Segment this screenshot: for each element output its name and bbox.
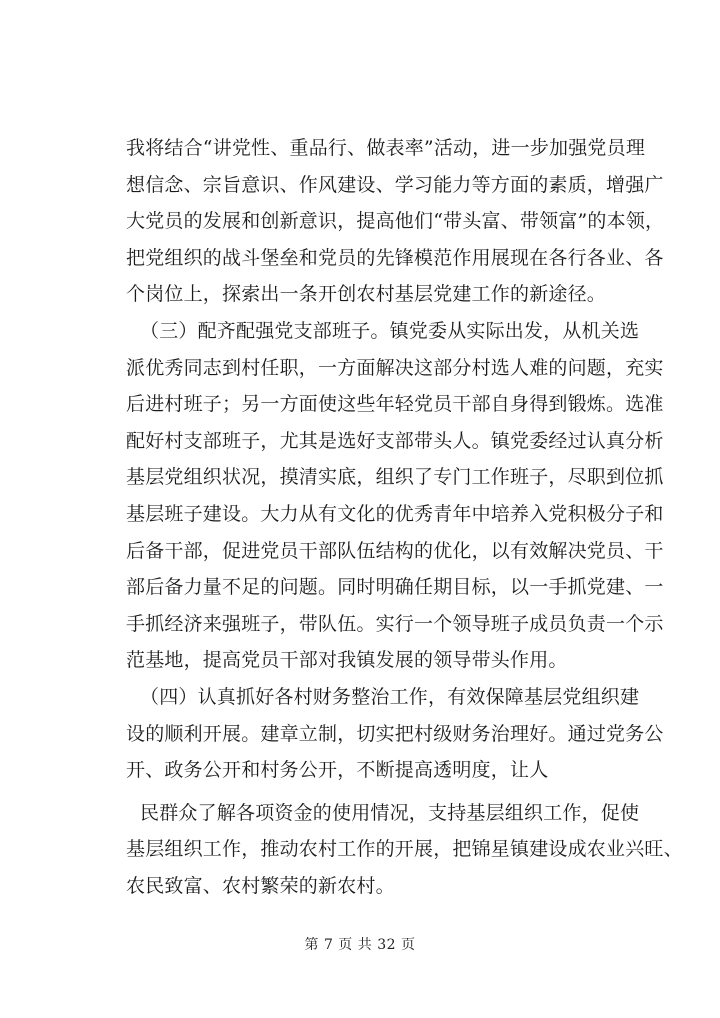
text-line: 设的顺利开展。建章立制，切实把村级财务治理好。通过党务公: [126, 722, 664, 745]
text-line: （三）配齐配强党支部班子。镇党委从实际出发，从机关选: [140, 319, 640, 342]
text-line: 派优秀同志到村任职，一方面解决这部分村选人难的问题，充实: [126, 356, 664, 379]
body-text: [126, 130, 683, 904]
text-line: 基层党组织状况，摸清实底，组织了专门工作班子，尽职到位抓: [126, 466, 664, 489]
text-line: 民群众了解各项资金的使用情况，支持基层组织工作，促使: [140, 801, 640, 824]
text-line: 基层组织工作，推动农村工作的开展，把锦星镇建设成农业兴旺、: [126, 838, 683, 861]
text-line: 把党组织的战斗堡垒和党员的先锋模范作用展现在各行各业、各: [126, 246, 664, 269]
text-line: 后进村班子；另一方面使这些年轻党员干部自身得到锻炼。选准: [126, 393, 664, 416]
page-number-footer: 第 7 页 共 32 页: [304, 937, 416, 953]
text-line: 我将结合“讲党性、重品行、做表率”活动，进一步加强党员理: [126, 137, 646, 159]
text-line: 手抓经济来强班子，带队伍。实行一个领导班子成员负责一个示: [126, 612, 664, 635]
paragraph: [126, 795, 683, 905]
text-line: 农民致富、农村繁荣的新农村。: [126, 874, 395, 897]
paragraph: [126, 679, 664, 789]
paragraph: [126, 130, 665, 313]
text-line: 基层班子建设。大力从有文化的优秀青年中培养入党积极分子和: [126, 502, 664, 525]
text-line: 部后备力量不足的问题。同时明确任期目标，以一手抓党建、一: [126, 576, 664, 599]
text-line: 大党员的发展和创新意识，提高他们“带头富、带领富”的本领，: [126, 210, 665, 233]
text-line: 想信念、宗旨意识、作风建设、学习能力等方面的素质，增强广: [126, 173, 664, 196]
text-line: 开、政务公开和村务公开，不断提高透明度，让人: [126, 759, 549, 782]
text-line: 后备干部，促进党员干部队伍结构的优化，以有效解决党员、干: [126, 539, 664, 562]
text-line: （四）认真抓好各村财务整治工作，有效保障基层党组织建: [140, 685, 640, 708]
text-line: 个岗位上，探索出一条开创农村基层党建工作的新途径。: [126, 283, 607, 306]
text-line: 配好村支部班子，尤其是选好支部带头人。镇党委经过认真分析: [126, 429, 664, 452]
text-line: 范基地，提高党员干部对我镇发展的领导带头作用。: [126, 649, 568, 672]
paragraph: [126, 313, 664, 679]
